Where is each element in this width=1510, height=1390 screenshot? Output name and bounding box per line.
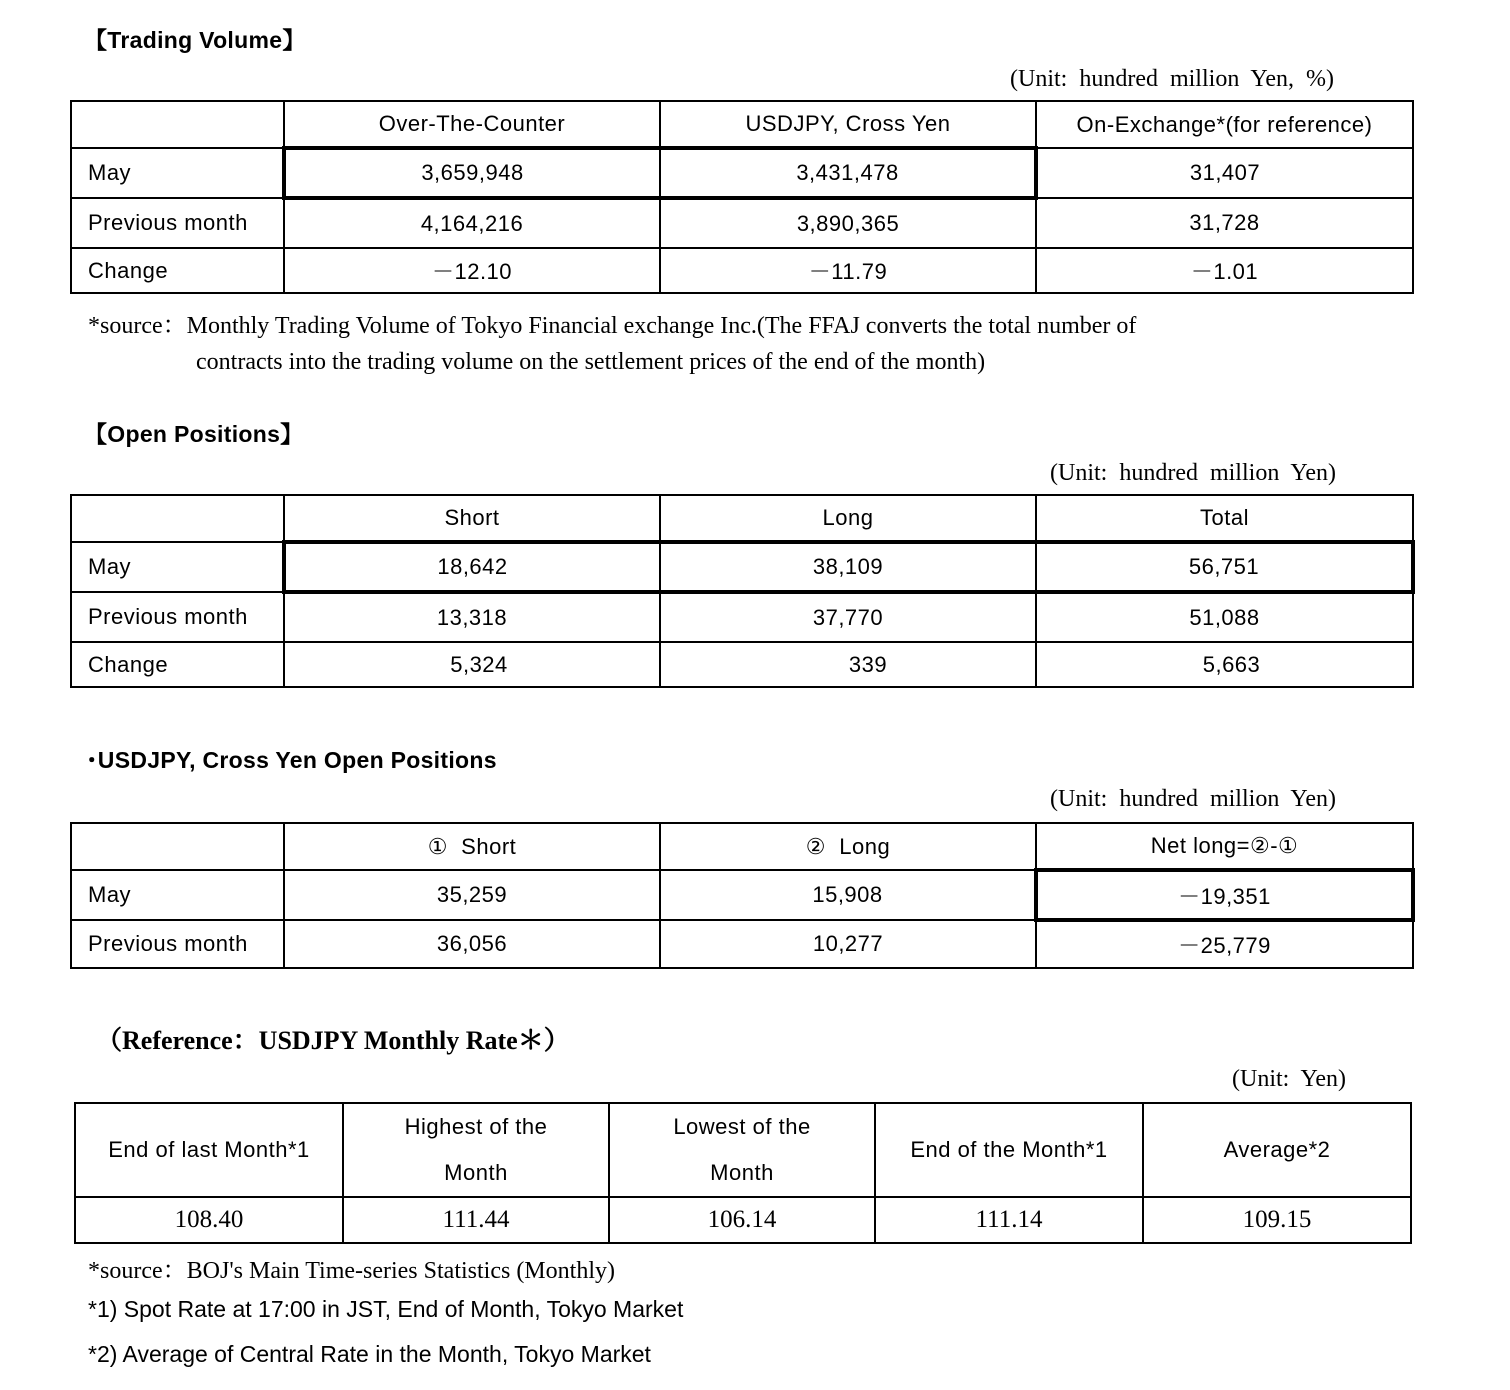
cell-lowest: 106.14 [609,1197,875,1243]
table-header-row [71,823,1413,870]
table-row [71,148,1413,198]
cell-may-usdjpy: 3,431,478 [660,148,1036,198]
row-label-may: May [71,148,284,198]
reference-rate-source: *source：BOJ's Main Time-series Statistics (Monthly) [88,1258,615,1284]
cell-prev-on-exchange: 31,728 [1036,198,1413,248]
cell-change-short: 5,324 [284,642,660,687]
row-label-previous-month: Previous month [71,920,284,968]
header-cell-highest [343,1103,609,1197]
header-cell-end-of-last-month [75,1103,343,1197]
header-cell-short: ① Short [284,823,660,870]
cell-prev-otc: 4,164,216 [284,198,660,248]
table-row [71,592,1413,642]
cell-prev-usdjpy: 3,890,365 [660,198,1036,248]
header-cell-on-exchange: On-Exchange*(for reference) [1036,101,1413,148]
cell-change-otc: －12.10 [284,248,660,293]
cross-yen-positions-unit: (Unit: hundred million Yen) [1050,786,1336,812]
header-cell-lowest [609,1103,875,1197]
table-header-row [71,101,1413,148]
cell-prev-net-long: －25,779 [1036,920,1413,968]
header-cell-total: Total [1036,495,1413,542]
open-positions-unit: (Unit: hundred million Yen) [1050,460,1336,486]
cell-end-of-month: 111.14 [875,1197,1143,1243]
header-line2: Month [710,1160,774,1185]
cell-may-total: 56,751 [1036,542,1413,592]
row-label-may: May [71,542,284,592]
table-row [71,542,1413,592]
row-label-change: Change [71,642,284,687]
reference-rate-note1: *1) Spot Rate at 17:00 in JST, End of Month, Tokyo Market [88,1296,684,1322]
cell-end-of-last-month: 108.40 [75,1197,343,1243]
cell-highest: 111.44 [343,1197,609,1243]
header-cell-average [1143,1103,1411,1197]
cell-change-usdjpy: －11.79 [660,248,1036,293]
cell-prev-short: 36,056 [284,920,660,968]
cell-prev-short: 13,318 [284,592,660,642]
table-header-row [71,495,1413,542]
header-cell-short: Short [284,495,660,542]
reference-rate-title: （Reference：USDJPY Monthly Rate＊） [96,1026,570,1055]
table-row [71,920,1413,968]
cell-may-long: 38,109 [660,542,1036,592]
header-cell-otc: Over-The-Counter [284,101,660,148]
open-positions-table [70,494,1415,688]
trading-volume-source-line2: contracts into the trading volume on the settlement prices of the end of the month) [196,349,986,375]
cross-yen-positions-table [70,822,1415,969]
cell-may-net-long: －19,351 [1036,870,1413,920]
trading-volume-title: 【Trading Volume】 [84,27,306,53]
header-cell-empty [71,495,284,542]
table-header-row [75,1103,1411,1197]
trading-volume-source-line1: *source：Monthly Trading Volume of Tokyo Financial exchange Inc.(The FFAJ converts the total number of [88,313,1137,339]
cell-prev-long: 10,277 [660,920,1036,968]
trading-volume-table [70,100,1414,294]
cell-change-on-exchange: －1.01 [1036,248,1413,293]
row-label-may: May [71,870,284,920]
header-line1: Average*2 [1223,1137,1331,1162]
header-cell-net-long: Net long=②-① [1036,823,1413,870]
cross-yen-positions-title: ･USDJPY, Cross Yen Open Positions [86,747,497,773]
trading-volume-unit: (Unit: hundred million Yen, %) [1010,66,1334,92]
table-row [71,642,1413,687]
cell-prev-long: 37,770 [660,592,1036,642]
reference-rate-note2: *2) Average of Central Rate in the Month, Tokyo Market [88,1341,651,1367]
reference-rate-table [74,1102,1412,1244]
cell-change-total: 5,663 [1036,642,1413,687]
table-row [71,870,1413,920]
cell-may-long: 15,908 [660,870,1036,920]
cell-may-short: 18,642 [284,542,660,592]
header-line1: End of the Month*1 [910,1137,1108,1162]
header-cell-long: ② Long [660,823,1036,870]
header-cell-usdjpy-cross-yen: USDJPY, Cross Yen [660,101,1036,148]
header-line1: Highest of the [404,1114,548,1139]
header-cell-long: Long [660,495,1036,542]
reference-rate-unit: (Unit: Yen) [1232,1066,1347,1092]
cell-may-otc: 3,659,948 [284,148,660,198]
header-cell-empty [71,823,284,870]
cell-change-long: 339 [660,642,1036,687]
cell-prev-total: 51,088 [1036,592,1413,642]
header-cell-empty [71,101,284,148]
cell-may-short: 35,259 [284,870,660,920]
table-row [71,248,1413,293]
row-label-previous-month: Previous month [71,198,284,248]
header-line1: Lowest of the [673,1114,811,1139]
row-label-previous-month: Previous month [71,592,284,642]
table-row [75,1197,1411,1243]
open-positions-title: 【Open Positions】 [84,421,304,447]
header-cell-end-of-month [875,1103,1143,1197]
cell-may-on-exchange: 31,407 [1036,148,1413,198]
row-label-change: Change [71,248,284,293]
header-line2: Month [444,1160,508,1185]
table-row [71,198,1413,248]
cell-average: 109.15 [1143,1197,1411,1243]
header-line1: End of last Month*1 [108,1137,310,1162]
